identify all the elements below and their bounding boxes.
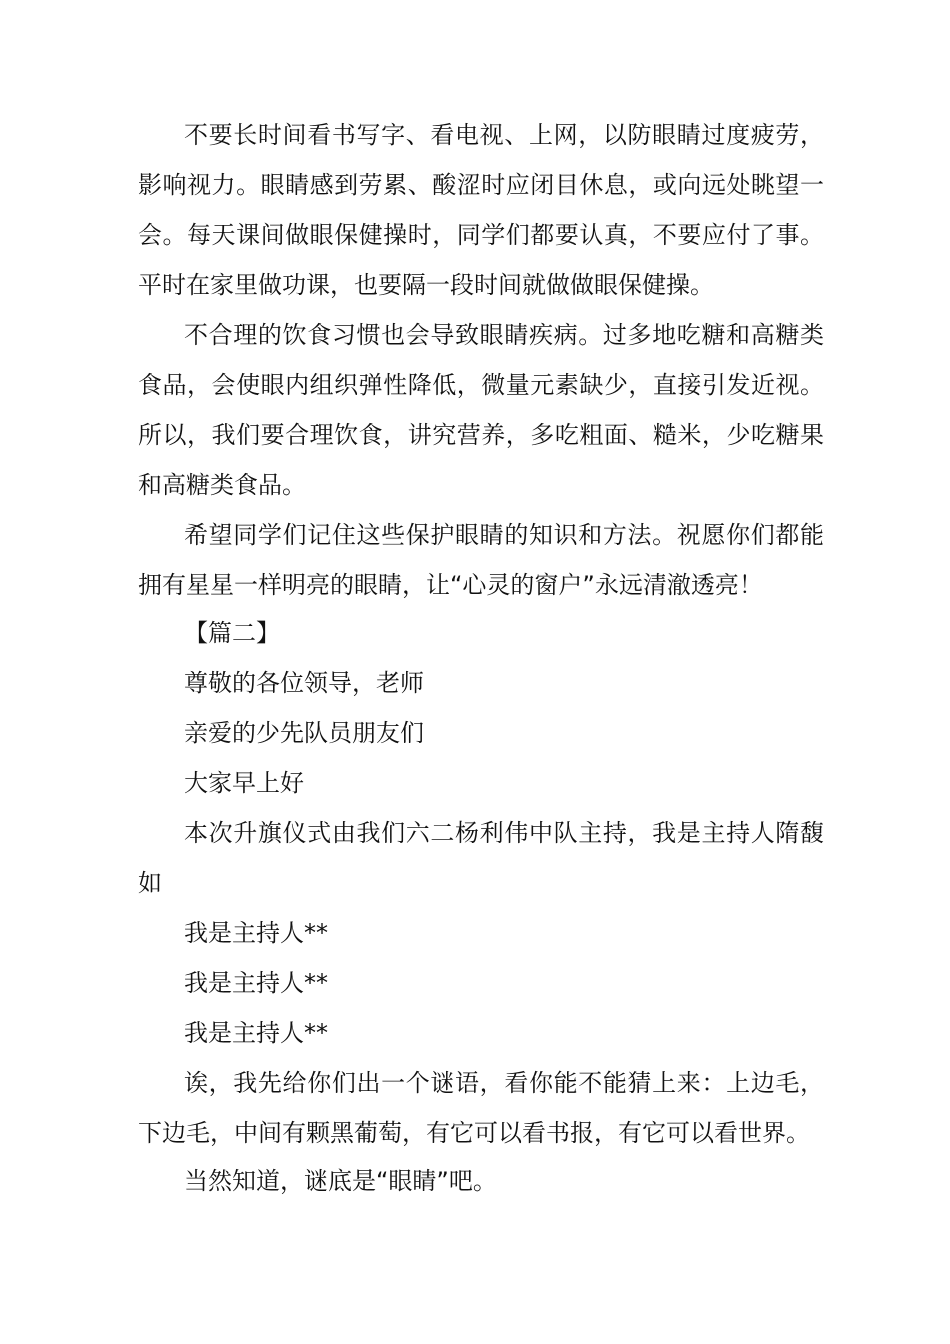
section-heading: 【篇二】 <box>184 619 280 647</box>
host-line: 我是主持人** <box>184 969 328 997</box>
paragraph-closing-wish: 希望同学们记住这些保护眼睛的知识和方法。祝愿你们都能拥有星星一样明亮的眼睛，让“心灵的窗户”永远清澈透亮！ <box>138 521 824 599</box>
greeting-leaders: 尊敬的各位领导，老师 <box>184 669 424 697</box>
host-line: 我是主持人** <box>184 919 328 947</box>
host-line: 我是主持人** <box>184 1019 328 1047</box>
riddle-answer: 当然知道，谜底是“眼睛”吧。 <box>184 1167 497 1195</box>
paragraph-eye-rest: 不要长时间看书写字、看电视、上网，以防眼睛过度疲劳，影响视力。眼睛感到劳累、酸涩时应闭目休息，或向远处眺望一会。每天课间做眼保健操时，同学们都要认真，不要应付了事。平时在家里做功课，也要隔一段时间就做做眼保健操。 <box>138 121 824 299</box>
riddle-paragraph: 诶，我先给你们出一个谜语，看你能不能猜上来：上边毛，下边毛，中间有颗黑葡萄，有它可以看书报，有它可以看世界。 <box>138 1069 824 1147</box>
paragraph-diet: 不合理的饮食习惯也会导致眼睛疾病。过多地吃糖和高糖类食品，会使眼内组织弹性降低，微量元素缺少，直接引发近视。所以，我们要合理饮食，讲究营养，多吃粗面、糙米，少吃糖果和高糖类食品。 <box>138 321 824 499</box>
greeting-pioneers: 亲爱的少先队员朋友们 <box>184 719 424 747</box>
host-intro-paragraph: 本次升旗仪式由我们六二杨利伟中队主持，我是主持人隋馥如 <box>138 819 824 897</box>
greeting-morning: 大家早上好 <box>184 769 304 797</box>
